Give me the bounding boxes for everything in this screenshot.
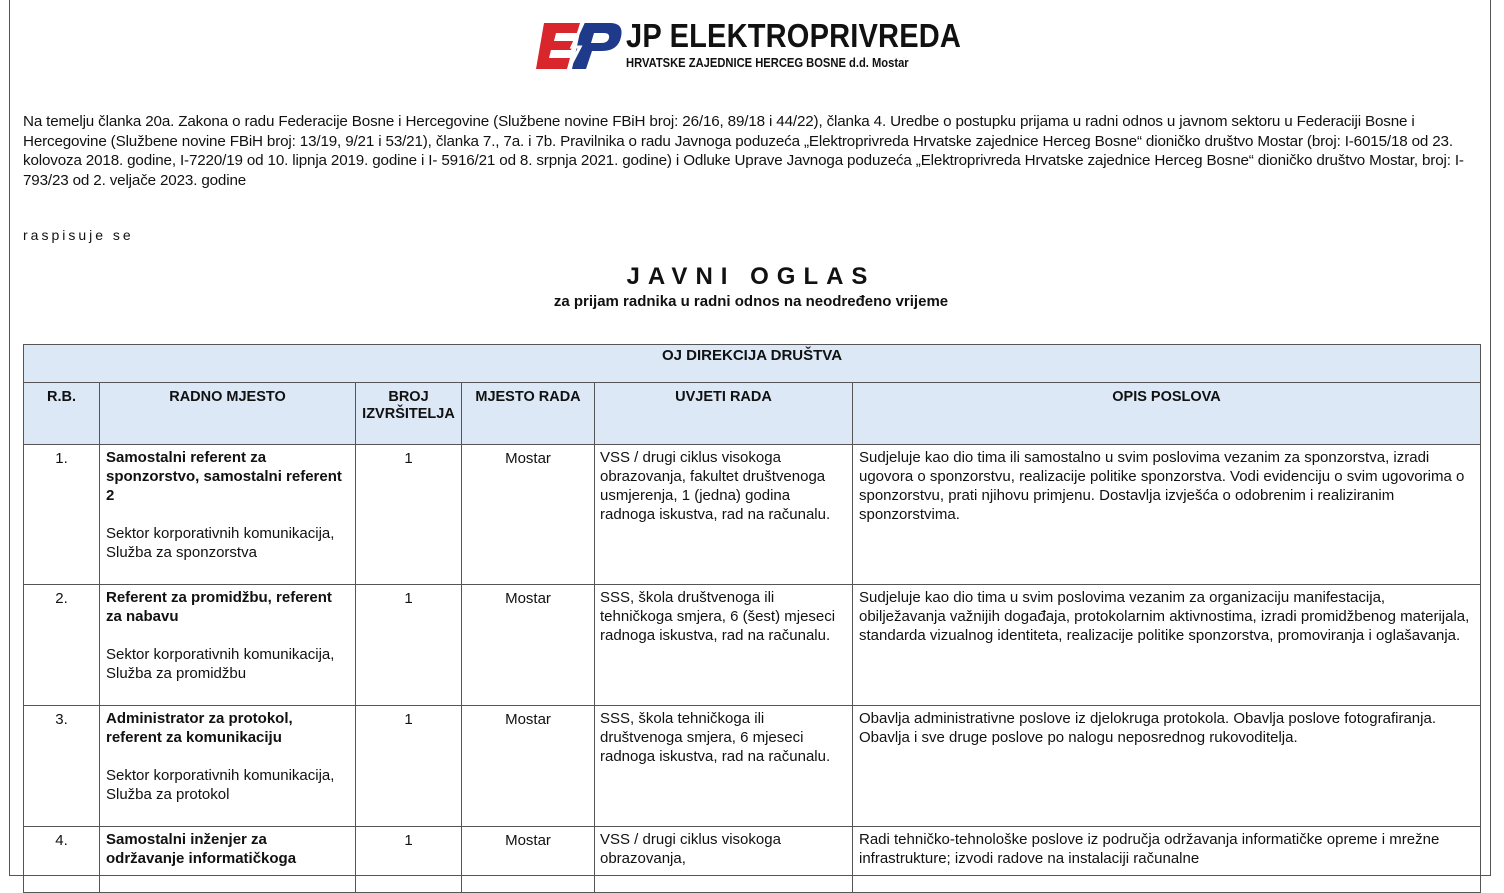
ad-title: JAVNI OGLAS	[626, 263, 876, 290]
row-number: 2.	[24, 585, 100, 706]
executor-count: 1	[356, 706, 462, 827]
header-broj-line1: BROJ	[388, 389, 429, 405]
work-location: Mostar	[462, 706, 595, 827]
table-section-header	[24, 345, 1481, 383]
header-radno-mjesto: RADNO MJESTO	[100, 383, 356, 445]
position-cell	[100, 585, 356, 706]
row-number: 1.	[24, 445, 100, 585]
row-number: 3.	[24, 706, 100, 827]
header-mjesto-rada: MJESTO RADA	[462, 383, 595, 445]
header-opis-poslova: OPIS POSLOVA	[853, 383, 1481, 445]
document-page	[9, 0, 1491, 876]
position-cell	[100, 827, 356, 893]
position-sector: Sektor korporativnih komunikacija, Služba za promidžbu	[106, 646, 335, 682]
job-description: Sudjeluje kao dio tima ili samostalno u svim poslovima vezanim za sponzorstva, izradi ugovora o sponzorstvu, realizacije politike sponzorstva. Vodi evidenciju o svim ugovorima o sponzorstvu, prati njihovu primjenu. Dostavlja izvješća o odobrenim i realiziranim sponzorstvima.	[853, 445, 1481, 585]
header-rb: R.B.	[24, 383, 100, 445]
logo-brand-name: JP ELEKTROPRIVREDA	[626, 17, 962, 54]
table-row	[24, 585, 1481, 706]
row-number: 4.	[24, 827, 100, 893]
section-title: OJ DIREKCIJA DRUŠTVA	[24, 345, 1481, 383]
job-description: Sudjeluje kao dio tima u svim poslovima vezanim za organizaciju manifestacija, obilježavanja važnijih događaja, protokolarnim aktivnostima, izradi promidžbenog materijala, standarda vizualnog identiteta, realizacije politike sponzorstva, promoviranja i oglašavanja.	[853, 585, 1481, 706]
legal-preamble: Na temelju članka 20a. Zakona o radu Federacije Bosne i Hercegovine (Službene novine FBiH broj: 26/16, 89/18 i 44/22), članka 4. Uredbe o postupku prijama u radni odnos u javnom sektoru u Federaciji Bosne i Hercegovine (Službene novine FBiH broj: 13/19, 9/21 i 53/21), članka 7., 7a. i 7b. Pravilnika o radu Javnoga poduzeća „Elektroprivreda Hrvatske zajednice Herceg Bosne“ dioničko društvo Mostar (broj: I-6015/18 od 23. kolovoza 2018. godine, I-7220/19 od 10. lipnja 2019. godine i I- 5916/21 od 8. srpnja 2021. godine) i Odluke Uprave Javnoga poduzeća „Elektroprivreda Hrvatske zajednice Herceg Bosne“ dioničko društvo Mostar, broj: I-793/23 od 2. veljače 2023. godine	[23, 113, 1464, 189]
ep-logo-icon	[536, 19, 622, 75]
work-conditions: VSS / drugi ciklus visokoga obrazovanja, fakultet društvenoga usmjerenja, 1 (jedna) godina radnoga iskustva, rad na računalu.	[595, 445, 853, 585]
position-title: Samostalni referent za sponzorstvo, samostalni referent 2	[106, 449, 342, 504]
executor-count: 1	[356, 827, 462, 893]
work-conditions: VSS / drugi ciklus visokoga obrazovanja,	[595, 827, 853, 893]
position-cell	[100, 445, 356, 585]
logo-company-subtitle: HRVATSKE ZAJEDNICE HERCEG BOSNE d.d. Mostar	[626, 55, 909, 70]
ad-subtitle: za prijam radnika u radni odnos na neodređeno vrijeme	[553, 293, 949, 310]
work-location: Mostar	[462, 445, 595, 585]
position-title: Referent za promidžbu, referent za nabavu	[106, 589, 332, 625]
company-logo	[536, 17, 962, 75]
header-uvjeti-rada: UVJETI RADA	[595, 383, 853, 445]
position-title: Samostalni inženjer za održavanje informatičkoga	[106, 831, 297, 867]
position-title: Administrator za protokol, referent za komunikaciju	[106, 710, 293, 746]
work-conditions: SSS, škola društvenoga ili tehničkoga smjera, 6 (šest) mjeseci radnoga iskustva, rad na računalu.	[595, 585, 853, 706]
header-broj-izvrsitelja	[356, 383, 462, 445]
header-broj-line2: IZVRŠITELJA	[362, 406, 455, 422]
executor-count: 1	[356, 445, 462, 585]
job-description-part2: Obavlja i sve druge poslove po nalogu neposrednog rukovoditelja.	[859, 729, 1298, 746]
work-location: Mostar	[462, 827, 595, 893]
position-cell	[100, 706, 356, 827]
position-sector: Sektor korporativnih komunikacija, Služba za sponzorstva	[106, 525, 335, 561]
job-description	[853, 706, 1481, 827]
position-sector: Sektor korporativnih komunikacija, Služba za protokol	[106, 767, 335, 803]
job-description-part1: Obavlja administrativne poslove iz djelokruga protokola. Obavlja poslove fotografiranja.	[859, 710, 1436, 727]
work-location: Mostar	[462, 585, 595, 706]
executor-count: 1	[356, 585, 462, 706]
job-description: Radi tehničko-tehnološke poslove iz područja održavanja informatičke opreme i mrežne infrastrukture; izvodi radove na instalaciji računalne	[853, 827, 1481, 893]
table-column-headers	[24, 383, 1481, 445]
table-row	[24, 706, 1481, 827]
table-row	[24, 445, 1481, 585]
raspisuje-label: raspisuje se	[23, 227, 134, 243]
positions-table	[23, 344, 1481, 893]
work-conditions: SSS, škola tehničkoga ili društvenoga smjera, 6 mjeseci radnoga iskustva, rad na računalu.	[595, 706, 853, 827]
table-row	[24, 827, 1481, 893]
